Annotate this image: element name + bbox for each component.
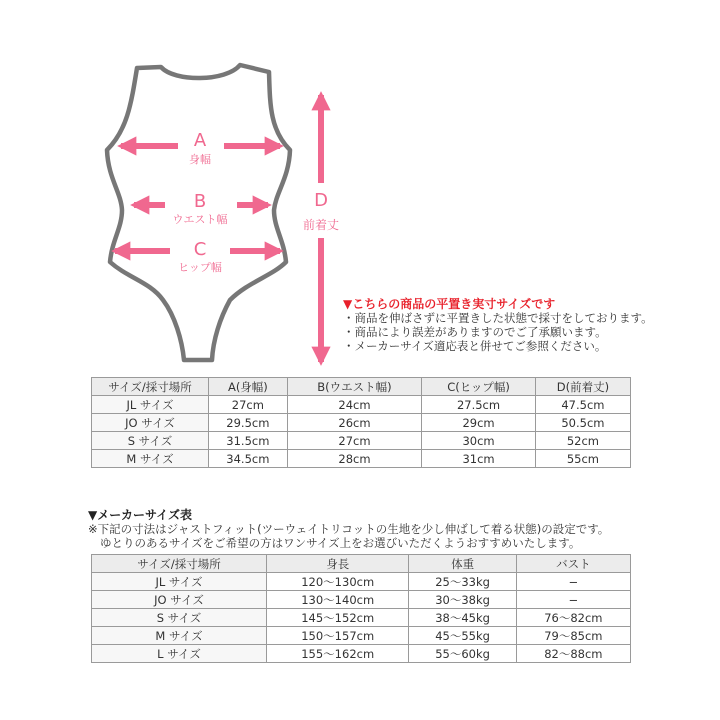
value-cell: 34.5cm: [209, 450, 288, 468]
measure-c-label: ヒップ幅: [178, 261, 222, 274]
value-cell: 27cm: [287, 432, 421, 450]
value-cell: −: [516, 591, 630, 609]
header-cell: A(身幅): [209, 378, 288, 396]
note-line: ・商品を伸ばさずに平置きした状態で採寸をしております。: [343, 311, 653, 325]
size-cell: JL サイズ: [92, 573, 267, 591]
notes-heading: ▼こちらの商品の平置き実寸サイズです: [343, 297, 556, 311]
table-header-row: [92, 378, 631, 396]
table-row: [92, 573, 631, 591]
header-cell: D(前着丈): [535, 378, 630, 396]
table-header-row: [92, 555, 631, 573]
value-cell: 29cm: [422, 414, 536, 432]
value-cell: 52cm: [535, 432, 630, 450]
value-cell: 120〜130cm: [267, 573, 409, 591]
value-cell: 31.5cm: [209, 432, 288, 450]
table-row: [92, 450, 631, 468]
size-cell: M サイズ: [92, 627, 267, 645]
maker-note-line: ※下記の寸法はジャストフィット(ツーウェイトリコットの生地を少し伸ばして着る状態)の設定です。: [88, 522, 610, 536]
value-cell: 130〜140cm: [267, 591, 409, 609]
header-cell: 体重: [409, 555, 516, 573]
size-cell: S サイズ: [92, 609, 267, 627]
header-cell: C(ヒップ幅): [422, 378, 536, 396]
measure-b-label: ウエスト幅: [172, 213, 228, 226]
measure-a-letter: A: [193, 130, 207, 151]
size-cell: JL サイズ: [92, 396, 209, 414]
value-cell: 29.5cm: [209, 414, 288, 432]
value-cell: 50.5cm: [535, 414, 630, 432]
value-cell: 155〜162cm: [267, 645, 409, 663]
value-cell: 79〜85cm: [516, 627, 630, 645]
value-cell: 38〜45kg: [409, 609, 516, 627]
header-cell: B(ウエスト幅): [287, 378, 421, 396]
value-cell: 47.5cm: [535, 396, 630, 414]
value-cell: 30cm: [422, 432, 536, 450]
maker-note-line: ゆとりのあるサイズをご希望の方はワンサイズ上をお選びいただくようおすすめいたします。: [100, 536, 581, 550]
measurement-notes: [343, 297, 653, 353]
note-line: ・商品により誤差がありますのでご了承願います。: [343, 325, 607, 339]
value-cell: 24cm: [287, 396, 421, 414]
value-cell: 45〜55kg: [409, 627, 516, 645]
size-cell: M サイズ: [92, 450, 209, 468]
table-row: [92, 396, 631, 414]
value-cell: 27.5cm: [422, 396, 536, 414]
value-cell: 25〜33kg: [409, 573, 516, 591]
measure-a-label: 身幅: [189, 153, 211, 166]
measure-d-letter: D: [314, 190, 328, 211]
size-cell: S サイズ: [92, 432, 209, 450]
maker-size-intro: [88, 508, 609, 550]
table-row: [92, 414, 631, 432]
value-cell: 28cm: [287, 450, 421, 468]
note-line: ・メーカーサイズ適応表と併せてご参照ください。: [343, 339, 607, 353]
value-cell: 55〜60kg: [409, 645, 516, 663]
header-cell: サイズ/採寸場所: [92, 378, 209, 396]
measure-d-label: 前着丈: [302, 218, 340, 232]
measure-c-letter: C: [193, 239, 207, 260]
table-row: [92, 609, 631, 627]
table-row: [92, 627, 631, 645]
size-cell: JO サイズ: [92, 591, 267, 609]
size-cell: JO サイズ: [92, 414, 209, 432]
table-row: [92, 645, 631, 663]
value-cell: 31cm: [422, 450, 536, 468]
size-cell: L サイズ: [92, 645, 267, 663]
value-cell: 82〜88cm: [516, 645, 630, 663]
value-cell: 26cm: [287, 414, 421, 432]
maker-size-title: ▼メーカーサイズ表: [88, 508, 193, 522]
header-cell: 身長: [267, 555, 409, 573]
value-cell: 27cm: [209, 396, 288, 414]
value-cell: 30〜38kg: [409, 591, 516, 609]
maker-size-table: [91, 554, 631, 663]
header-cell: サイズ/採寸場所: [92, 555, 267, 573]
measure-b-letter: B: [193, 191, 207, 212]
table-row: [92, 432, 631, 450]
actual-size-table: [91, 377, 631, 468]
value-cell: 150〜157cm: [267, 627, 409, 645]
value-cell: 76〜82cm: [516, 609, 630, 627]
table-row: [92, 591, 631, 609]
value-cell: 55cm: [535, 450, 630, 468]
value-cell: −: [516, 573, 630, 591]
value-cell: 145〜152cm: [267, 609, 409, 627]
header-cell: バスト: [516, 555, 630, 573]
